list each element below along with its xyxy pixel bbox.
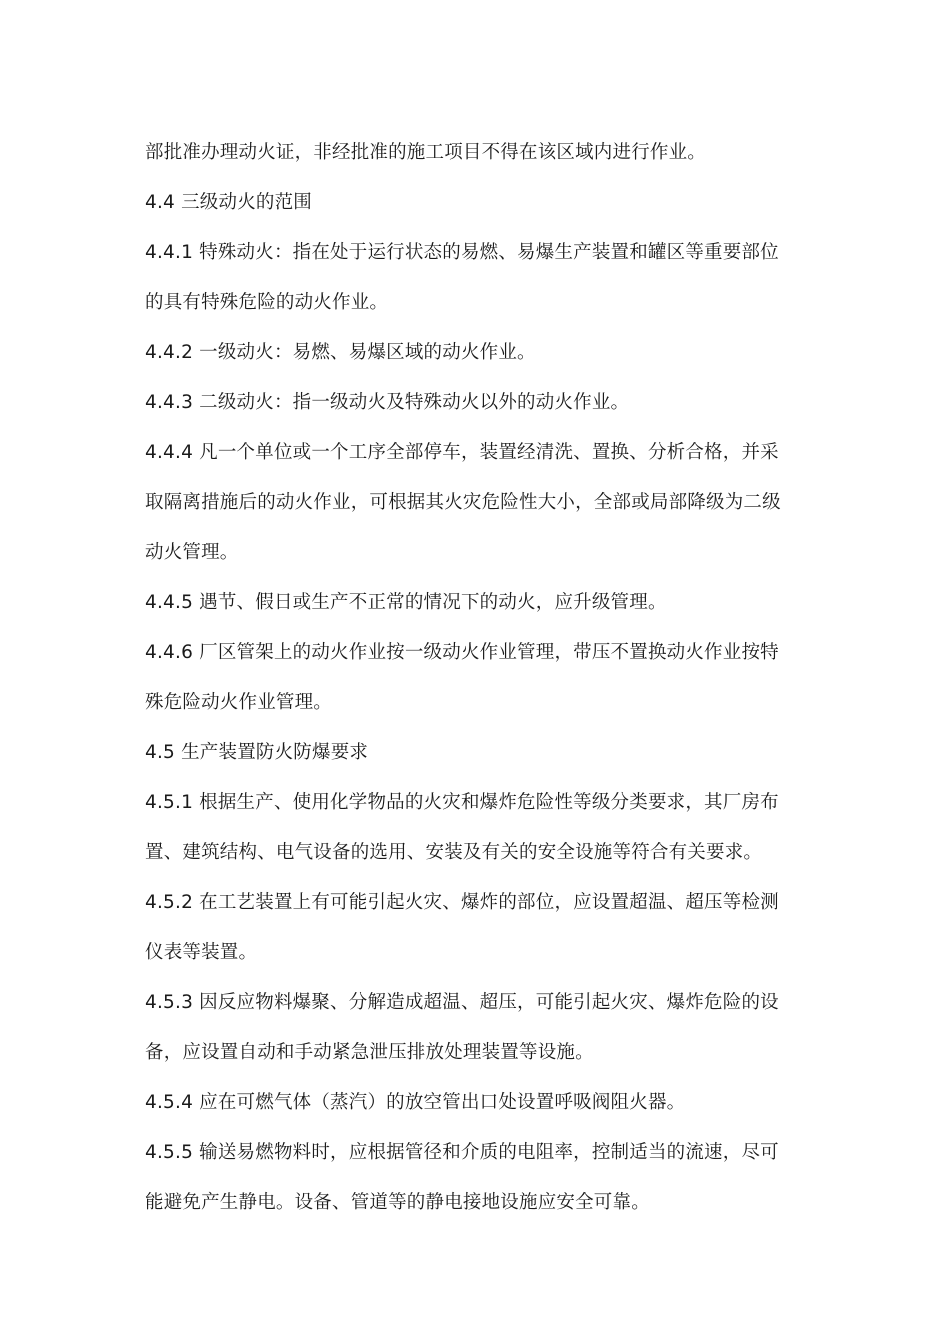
paragraph-4-5-2-line-1: 4.5.2 在工艺装置上有可能引起火灾、爆炸的部位，应设置超温、超压等检测 bbox=[145, 892, 779, 913]
paragraph-4-4-1-line-2: 的具有特殊危险的动火作业。 bbox=[145, 292, 389, 313]
paragraph-4-5-1-line-2: 置、建筑结构、电气设备的选用、安装及有关的安全设施等符合有关要求。 bbox=[145, 842, 763, 863]
paragraph-4-4-4-line-3: 动火管理。 bbox=[145, 542, 239, 563]
paragraph-4-5-4: 4.5.4 应在可燃气体（蒸汽）的放空管出口处设置呼吸阀阻火器。 bbox=[145, 1092, 686, 1113]
paragraph-4-4-5: 4.4.5 遇节、假日或生产不正常的情况下的动火，应升级管理。 bbox=[145, 592, 667, 613]
paragraph-4-4-2: 4.4.2 一级动火：易燃、易爆区域的动火作业。 bbox=[145, 342, 536, 363]
paragraph-4-4-4-line-2: 取隔离措施后的动火作业，可根据其火灾危险性大小，全部或局部降级为二级 bbox=[145, 492, 781, 513]
paragraph-4-4-4-line-1: 4.4.4 凡一个单位或一个工序全部停车，装置经清洗、置换、分析合格，并采 bbox=[145, 442, 779, 463]
paragraph-4-5-3-line-1: 4.5.3 因反应物料爆聚、分解造成超温、超压，可能引起火灾、爆炸危险的设 bbox=[145, 992, 779, 1013]
section-heading-4-5: 4.5 生产装置防火防爆要求 bbox=[145, 742, 369, 763]
paragraph-4-5-5-line-2: 能避免产生静电。设备、管道等的静电接地设施应安全可靠。 bbox=[145, 1192, 650, 1213]
paragraph-4-4-6-line-1: 4.4.6 厂区管架上的动火作业按一级动火作业管理，带压不置换动火作业按特 bbox=[145, 642, 779, 663]
paragraph-4-5-2-line-2: 仪表等装置。 bbox=[145, 942, 258, 963]
section-heading-4-4: 4.4 三级动火的范围 bbox=[145, 192, 313, 213]
paragraph-4-4-6-line-2: 殊危险动火作业管理。 bbox=[145, 692, 333, 713]
paragraph-4-4-3: 4.4.3 二级动火：指一级动火及特殊动火以外的动火作业。 bbox=[145, 392, 630, 413]
paragraph-4-5-1-line-1: 4.5.1 根据生产、使用化学物品的火灾和爆炸危险性等级分类要求，其厂房布 bbox=[145, 792, 779, 813]
paragraph-4-5-3-line-2: 备，应设置自动和手动紧急泄压排放处理装置等设施。 bbox=[145, 1042, 594, 1063]
document-body bbox=[145, 128, 810, 1228]
paragraph-4-5-5-line-1: 4.5.5 输送易燃物料时，应根据管径和介质的电阻率，控制适当的流速，尽可 bbox=[145, 1142, 779, 1163]
text-line-continuation: 部批准办理动火证，非经批准的施工项目不得在该区域内进行作业。 bbox=[145, 142, 707, 163]
paragraph-4-4-1-line-1: 4.4.1 特殊动火：指在处于运行状态的易燃、易爆生产装置和罐区等重要部位 bbox=[145, 242, 779, 263]
